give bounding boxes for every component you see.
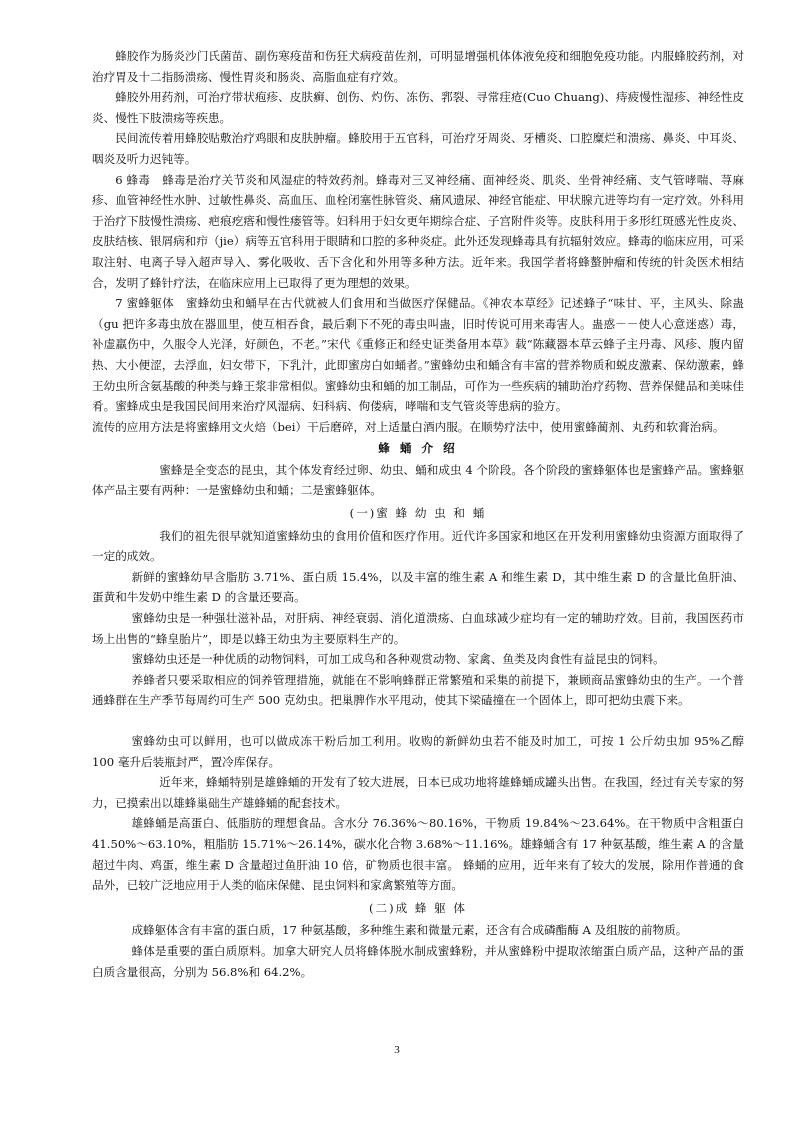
paragraph: 蜂体是重要的蛋白质原料。加拿大研究人员将蜂体脱水制成蜜蜂粉，并从蜜蜂粉中提取浓缩蛋白质产品，这种产品的蛋白质含量很高，分别为 56.8%和 64.2%。 bbox=[92, 943, 744, 979]
paragraph: 养蜂者只要采取相应的饲养管理措施，就能在不影响蜂群正常繁殖和采集的前提下，兼顾商品蜜蜂幼虫的生产。一个普通蜂群在生产季节每周约可生产 500 克幼虫。把巢脾作水平甩动，使其下梁磕撞在一个固体上，即可把幼虫震下来。 bbox=[92, 672, 744, 708]
paragraph: 雄蜂蛹是高蛋白、低脂肪的理想食品。含水分 76.36%～80.16%，干物质 19.84%～23.64%。在干物质中含粗蛋白 41.50%～63.10%，粗脂肪 15.71%～26.14%，碳水化合物 3.68%～11.16%。雄蜂蛹含有 17 种氨基酸，维生素 A 的含量超过牛肉、鸡蛋，维生素 D 含量超过鱼肝油 10 倍，矿物质也很丰富。 蜂蛹的应用，近年来有了较大的发展，除用作普通的食品外，已较广泛地应用于人类的临床保健、昆虫饲料和家禽繁殖等方面。 bbox=[92, 816, 744, 893]
paragraph: 蜜蜂是全变态的昆虫，其个体发育经过卵、幼虫、蛹和成虫 4 个阶段。各个阶段的蜜蜂躯体也是蜜蜂产品。蜜蜂躯体产品主要有两种：一是蜜蜂幼虫和蛹；二是蜜蜂躯体。 bbox=[92, 462, 744, 498]
paragraph: 蜂胶外用药剂，可治疗带状疱疹、皮肤癣、创伤、灼伤、冻伤、郛裂、寻常疰疮(Cuo Chuang)、痔疲慢性湿疹、神经性皮炎、慢性下肢溃疡等疾患。 bbox=[92, 90, 744, 125]
paragraph: 流传的应用方法是将蜜蜂用文火焙（bei）干后磨碎，对上适量白酒内服。在顺势疗法中，使用蜜蜂蔺剂、丸药和软膏治病。 bbox=[92, 419, 725, 434]
paragraph: 新鲜的蜜蜂幼早含脂肪 3.71%、蛋白质 15.4%，以及丰富的维生素 A 和维生素 D，其中维生素 D 的含量比鱼肝油、蛋黄和牛发奶中维生素 D 的含量还要高。 bbox=[92, 569, 744, 605]
paragraph: 近年来，蜂蛹特别是雄蜂蛹的开发有了较大进展，日本已成功地将雄蜂蛹成罐头出售。在我国，经过有关专家的努力，已摸索出以雄蜂巢础生产雄蜂蛹的配套技术。 bbox=[92, 775, 744, 810]
document-title: 蜂 蛹 介 绍 bbox=[378, 441, 458, 456]
paragraph-text: 蜜蜂幼虫和蛹早在古代就被人们食用和当做医疗保健品。《神农本草经》记述蜂子“味甘、平，主风头、除蛊（gu 把许多毒虫放在器皿里，使互相吞食，最后剩下不死的毒虫叫蛊，旧时传说可用来毒害人。蛊惑－－使人心意迷惑）毒，补虚羸伤中，久服令人光泽，好颜色，不老。”宋代《重修正和经史证类备用本草》载“陈藏器本草云蜂子主丹毒、风疹、腹内留热、大小便涩，去浮血，妇女带下，下乳汁，此即蜜房白如蛹者。”蜜蜂幼虫和蛹含有丰富的营养物质和蜕皮激素、保幼激素，蜂王幼虫所含氨基酸的种类与蜂王浆非常相似。蜜蜂幼虫和蛹的加工制品，可作为一些疾病的辅助治疗药物、营养保健品和美味佳肴。蜜蜂成虫是我国民间用来治疗风湿病、妇科病、佝偻病，哮喘和支气管炎等患病的验方。 bbox=[92, 296, 744, 414]
section-heading: (一)蜜 蜂 幼 虫 和 蛹 bbox=[349, 506, 487, 521]
section-heading: (二)成 蜂 躯 体 bbox=[368, 900, 468, 915]
paragraph-text: 蜂毒是治疗关节炎和风湿症的特效药剂。蜂毒对三叉神经痛、面神经炎、肌炎、坐骨神经痛、支气管哮喘、荨麻疹、血管神经性水肿、过敏性鼻炎、高血压、血栓闭塞性脉管炎、痛风遗尿、神经官能症、甲状腺亢进等均有一定疗效。外科用于治疗下肢慢性溃疡、疤痕疙瘩和慢性瘘管等。妇科用于妇女更年期综合症、子宫附件炎等。皮肤科用于多形红斑感光性皮炎、皮肤结核、银屑病和疖（jie）病等五官科用于眼睛和口腔的多种炎症。此外还发现蜂毒具有抗辐射效应。蜂毒的临床应用，可采取注射、电离子导入超声导入、雾化吸收、舌下含化和外用等多种方法。近年来。我国学者将蜂螯肿瘤和传统的针灸医术相结合，发明了蜂针疗法，在临床应用上已取得了更为理想的效果。 bbox=[92, 172, 744, 290]
paragraph-bee-venom bbox=[92, 170, 744, 294]
paragraph: 民间流传着用蜂胶贴敷治疗鸡眼和皮肤肿瘤。蜂胶用于五官科，可治疗牙周炎、牙槽炎、口腔糜烂和溃疡、鼻炎、中耳炎、咽炎及听力迟钝等。 bbox=[92, 131, 744, 166]
paragraph: 蜜蜂幼虫还是一种优质的动物饲料，可加工成鸟和各种观赏动物、家禽、鱼类及肉食性有益昆虫的饲料。 bbox=[131, 652, 665, 667]
section-label-bee-body: 7 蜜蜂躯体 bbox=[115, 296, 175, 311]
page-number: 3 bbox=[394, 1044, 400, 1056]
paragraph: 蜜蜂幼虫是一种强壮滋补品，对肝病、神经衰弱、消化道溃疡、白血球减少症均有一定的辅助疗效。目前，我国医药市场上出售的“蜂皇胎片”，即是以蜂王幼虫为主要原料生产的。 bbox=[92, 611, 744, 646]
document-body bbox=[92, 46, 744, 982]
paragraph: 我们的祖先很早就知道蜜蜂幼虫的食用价值和医疗作用。近代许多国家和地区在开发利用蜜蜂幼虫资源方面取得了一定的成效。 bbox=[92, 528, 744, 564]
spacer bbox=[92, 711, 744, 731]
paragraph-bee-body bbox=[92, 293, 744, 417]
paragraph: 成蜂躯体含有丰富的蛋白质，17 种氨基酸，多种维生素和微量元素，还含有合成磷酯酶 A 及组胺的前物质。 bbox=[131, 923, 688, 938]
section-label-bee-venom: 6 蜂毒 bbox=[115, 172, 151, 187]
paragraph: 蜂胶作为肠炎沙门氏菌苗、副伤寒疫苗和伤狂犬病疫苗佐剂，可明显增强机体体液免疫和细胞免疫功能。内服蜂胶药剂，对治疗胃及十二指肠溃疡、慢性胃炎和肠炎、高脂血症有疗效。 bbox=[92, 49, 744, 84]
paragraph: 蜜蜂幼虫可以鲜用，也可以做成冻干粉后加工利用。收购的新鲜幼虫若不能及时加工，可按 1 公斤幼虫加 95%乙醇 100 毫升后装瓶封严，置冷库保存。 bbox=[92, 734, 744, 769]
